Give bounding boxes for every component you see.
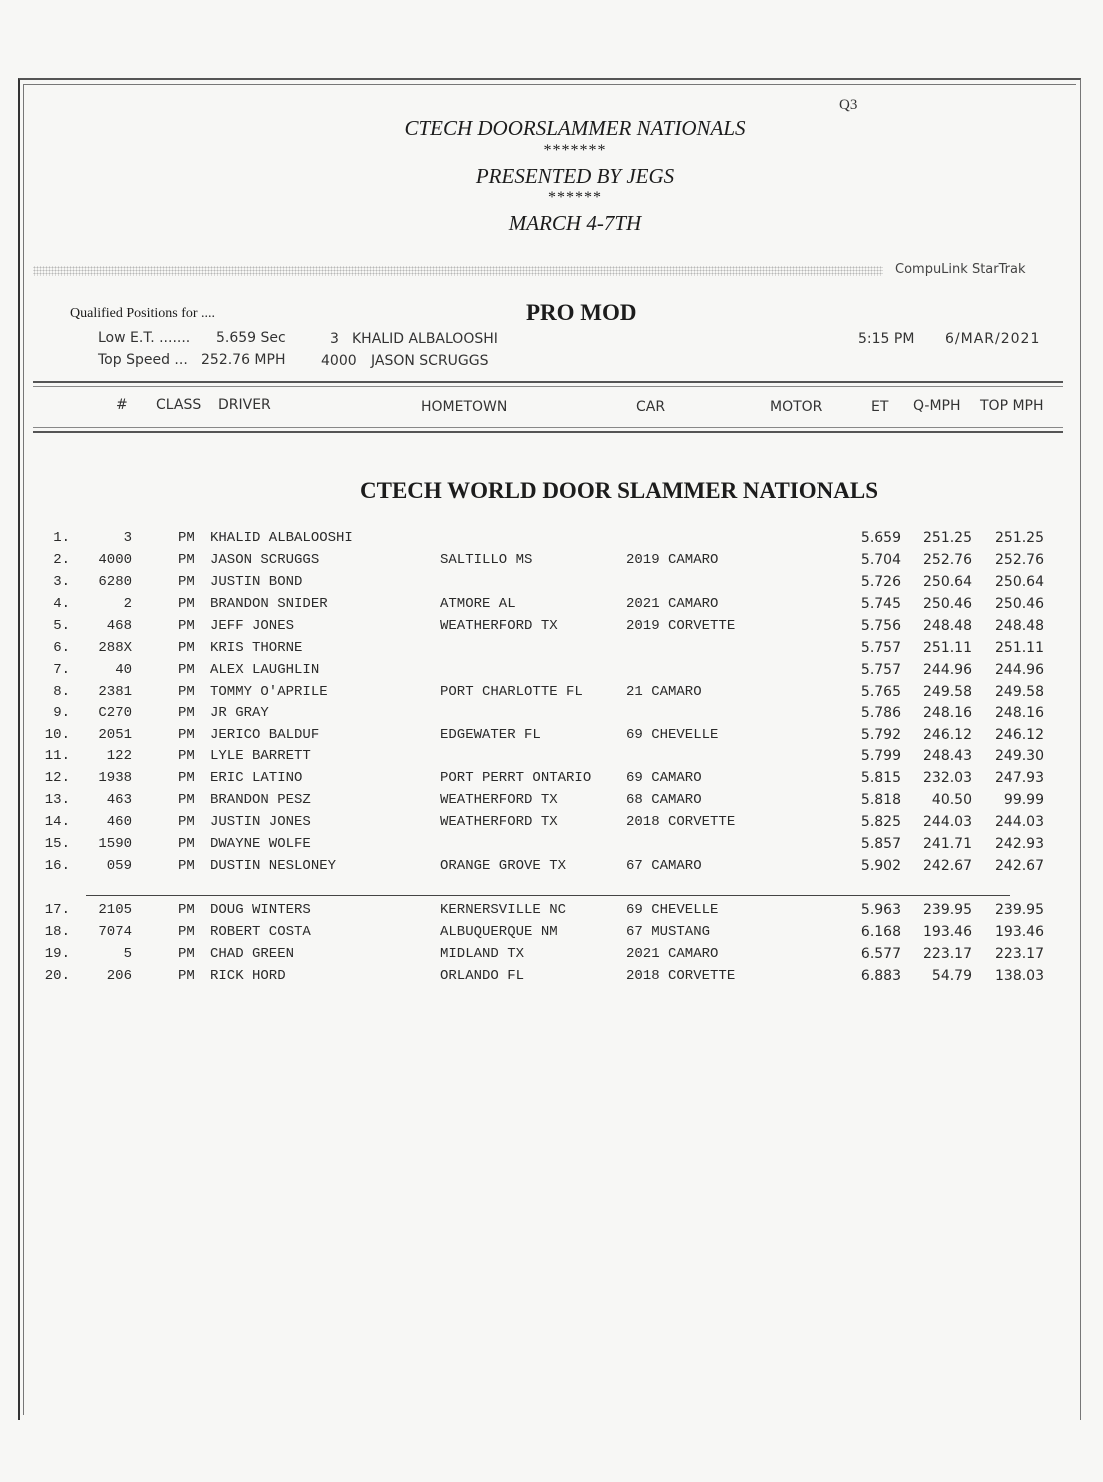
cell-q-mph: 54.79 [931, 968, 972, 984]
cell-driver: BRANDON PESZ [210, 792, 311, 808]
cell-driver: BRANDON SNIDER [210, 596, 328, 612]
cell-car-number: 4000 [98, 552, 132, 568]
cell-class: PM [178, 640, 195, 656]
table-row [0, 836, 1103, 858]
cell-car: 2019 CAMARO [626, 552, 719, 568]
cell-et: 5.792 [860, 727, 901, 743]
cell-q-mph: 248.43 [923, 748, 972, 764]
cell-q-mph: 251.25 [923, 530, 972, 546]
cell-car: 69 CAMARO [626, 770, 702, 786]
table-row [0, 618, 1103, 640]
cell-driver: KRIS THORNE [210, 640, 303, 656]
cell-et: 5.726 [860, 574, 901, 590]
cell-top-mph: 250.46 [995, 596, 1044, 612]
cell-hometown: ORLANDO FL [440, 968, 525, 984]
cell-driver: RICK HORD [210, 968, 286, 984]
cell-et: 5.815 [860, 770, 901, 786]
low-et-value: 5.659 Sec [216, 330, 286, 346]
cell-position: 15. [44, 836, 70, 852]
cell-top-mph: 193.46 [995, 924, 1044, 940]
cell-car-number: 7074 [98, 924, 132, 940]
cell-et: 5.659 [860, 530, 901, 546]
table-row [0, 684, 1103, 706]
cell-car-number: 2051 [98, 727, 132, 743]
cell-et: 5.825 [860, 814, 901, 830]
header-rule-bottom-thick [33, 431, 1063, 433]
cell-position: 20. [44, 968, 70, 984]
table-row [0, 530, 1103, 552]
cell-class: PM [178, 968, 195, 984]
table-row [0, 902, 1103, 924]
cell-q-mph: 248.16 [923, 705, 972, 721]
cell-top-mph: 252.76 [995, 552, 1044, 568]
cell-hometown: EDGEWATER FL [440, 727, 541, 743]
brand-label: CompuLink StarTrak [895, 262, 1026, 277]
cell-et: 5.857 [860, 836, 901, 852]
cell-car-number: 40 [115, 662, 132, 678]
cell-et: 5.963 [860, 902, 901, 918]
cell-et: 6.168 [860, 924, 901, 940]
cell-q-mph: 246.12 [923, 727, 972, 743]
cell-car-number: 1590 [98, 836, 132, 852]
cell-driver: KHALID ALBALOOSHI [210, 530, 353, 546]
table-row [0, 770, 1103, 792]
cell-class: PM [178, 770, 195, 786]
cell-class: PM [178, 618, 195, 634]
cell-position: 2. [53, 552, 70, 568]
cell-hometown: WEATHERFORD TX [440, 814, 558, 830]
cell-et: 5.765 [860, 684, 901, 700]
cell-position: 19. [44, 946, 70, 962]
table-row [0, 727, 1103, 749]
cell-hometown: KERNERSVILLE NC [440, 902, 567, 918]
table-row [0, 662, 1103, 684]
cell-car-number: 460 [106, 814, 132, 830]
cell-top-mph: 223.17 [995, 946, 1044, 962]
cell-position: 12. [44, 770, 70, 786]
cell-driver: ROBERT COSTA [210, 924, 311, 940]
cell-class: PM [178, 792, 195, 808]
table-row [0, 640, 1103, 662]
cell-top-mph: 249.30 [995, 748, 1044, 764]
cell-class: PM [178, 705, 195, 721]
cell-car: 21 CAMARO [626, 684, 702, 700]
table-row [0, 858, 1103, 880]
table-row [0, 946, 1103, 968]
col-num-header: # [116, 397, 128, 413]
cell-top-mph: 249.58 [995, 684, 1044, 700]
cell-car-number: 2 [123, 596, 132, 612]
cell-class: PM [178, 946, 195, 962]
cell-top-mph: 248.16 [995, 705, 1044, 721]
cell-et: 5.756 [860, 618, 901, 634]
cell-car-number: 122 [106, 748, 132, 764]
cell-q-mph: 241.71 [923, 836, 972, 852]
cell-hometown: MIDLAND TX [440, 946, 525, 962]
cell-q-mph: 249.58 [923, 684, 972, 700]
cell-car-number: 6280 [98, 574, 132, 590]
cell-driver: DWAYNE WOLFE [210, 836, 311, 852]
cell-class: PM [178, 662, 195, 678]
cell-car-number: 288X [98, 640, 132, 656]
cell-class: PM [178, 684, 195, 700]
cell-position: 13. [44, 792, 70, 808]
cell-car-number: 2105 [98, 902, 132, 918]
low-et-car: 3 [330, 331, 339, 347]
cell-q-mph: 244.03 [923, 814, 972, 830]
cell-car-number: 463 [106, 792, 132, 808]
cell-class: PM [178, 748, 195, 764]
cell-car: 2021 CAMARO [626, 946, 719, 962]
cell-class: PM [178, 552, 195, 568]
col-motor-header: MOTOR [770, 399, 823, 415]
section-title: CTECH WORLD DOOR SLAMMER NATIONALS [360, 478, 878, 503]
cell-et: 5.902 [860, 858, 901, 874]
cell-driver: JUSTIN JONES [210, 814, 311, 830]
cell-car: 67 MUSTANG [626, 924, 711, 940]
report-date: 6/MAR/2021 [945, 331, 1041, 347]
top-speed-value: 252.76 MPH [201, 352, 286, 368]
qualifier-label: Q3 [839, 97, 858, 113]
cell-q-mph: 242.67 [923, 858, 972, 874]
cell-car: 2018 CORVETTE [626, 968, 736, 984]
cell-q-mph: 223.17 [923, 946, 972, 962]
cell-car: 2021 CAMARO [626, 596, 719, 612]
cell-top-mph: 251.11 [995, 640, 1044, 656]
col-class-header: CLASS [156, 397, 202, 413]
col-hometown-header: HOMETOWN [421, 399, 508, 415]
cell-q-mph: 244.96 [923, 662, 972, 678]
cell-hometown: SALTILLO MS [440, 552, 533, 568]
cell-class: PM [178, 902, 195, 918]
cell-driver: DUSTIN NESLONEY [210, 858, 337, 874]
cell-class: PM [178, 727, 195, 743]
table-row [0, 924, 1103, 946]
cell-et: 5.786 [860, 705, 901, 721]
cell-car-number: 1938 [98, 770, 132, 786]
table-row [0, 596, 1103, 618]
cell-hometown: WEATHERFORD TX [440, 792, 558, 808]
cell-driver: JASON SCRUGGS [210, 552, 320, 568]
cell-hometown: PORT CHARLOTTE FL [440, 684, 583, 700]
cell-position: 5. [53, 618, 70, 634]
cell-top-mph: 244.96 [995, 662, 1044, 678]
cell-car: 2019 CORVETTE [626, 618, 736, 634]
cell-driver: DOUG WINTERS [210, 902, 311, 918]
top-speed-car: 4000 [321, 353, 357, 369]
header-rule-top-thin [33, 386, 1063, 387]
cell-car-number: 468 [106, 618, 132, 634]
cell-q-mph: 251.11 [923, 640, 972, 656]
qualified-label: Qualified Positions for .... [70, 306, 216, 321]
cell-hometown: PORT PERRT ONTARIO [440, 770, 592, 786]
cell-hometown: ALBUQUERQUE NM [440, 924, 558, 940]
header-rule-bottom [33, 427, 1063, 428]
cell-position: 6. [53, 640, 70, 656]
cell-q-mph: 252.76 [923, 552, 972, 568]
cell-et: 5.818 [860, 792, 901, 808]
top-speed-label: Top Speed ... [98, 352, 188, 368]
cell-car-number: 206 [106, 968, 132, 984]
col-top-header: TOP MPH [980, 398, 1044, 414]
cell-car: 2018 CORVETTE [626, 814, 736, 830]
cell-top-mph: 242.67 [995, 858, 1044, 874]
cell-driver: JR GRAY [210, 705, 269, 721]
cell-driver: TOMMY O'APRILE [210, 684, 328, 700]
cell-top-mph: 99.99 [1003, 792, 1044, 808]
cell-top-mph: 250.64 [995, 574, 1044, 590]
cell-et: 5.757 [860, 640, 901, 656]
cell-q-mph: 248.48 [923, 618, 972, 634]
cell-top-mph: 242.93 [995, 836, 1044, 852]
cell-position: 3. [53, 574, 70, 590]
cell-position: 7. [53, 662, 70, 678]
cell-et: 6.883 [860, 968, 901, 984]
cell-position: 16. [44, 858, 70, 874]
cell-hometown: WEATHERFORD TX [440, 618, 558, 634]
cell-hometown: ATMORE AL [440, 596, 516, 612]
cell-q-mph: 40.50 [931, 792, 972, 808]
table-row [0, 968, 1103, 990]
cell-driver: ERIC LATINO [210, 770, 303, 786]
cell-driver: ALEX LAUGHLIN [210, 662, 320, 678]
cell-position: 10. [44, 727, 70, 743]
cell-class: PM [178, 530, 195, 546]
cutoff-line [86, 895, 1010, 896]
cell-position: 17. [44, 902, 70, 918]
cell-q-mph: 250.64 [923, 574, 972, 590]
cell-top-mph: 138.03 [995, 968, 1044, 984]
low-et-driver: KHALID ALBALOOSHI [352, 331, 498, 347]
cell-et: 5.757 [860, 662, 901, 678]
stars-divider-1: ******* [543, 142, 607, 159]
top-speed-driver: JASON SCRUGGS [371, 353, 489, 369]
cell-q-mph: 250.46 [923, 596, 972, 612]
table-row [0, 552, 1103, 574]
cell-car-number: C270 [98, 705, 132, 721]
cell-driver: JEFF JONES [210, 618, 295, 634]
table-row [0, 705, 1103, 727]
event-title: CTECH DOORSLAMMER NATIONALS [404, 116, 746, 140]
cell-q-mph: 239.95 [923, 902, 972, 918]
cell-position: 18. [44, 924, 70, 940]
cell-driver: CHAD GREEN [210, 946, 295, 962]
cell-et: 5.799 [860, 748, 901, 764]
cell-driver: LYLE BARRETT [210, 748, 311, 764]
cell-car-number: 3 [123, 530, 132, 546]
cell-et: 5.745 [860, 596, 901, 612]
cell-class: PM [178, 574, 195, 590]
cell-position: 8. [53, 684, 70, 700]
cell-position: 9. [53, 705, 70, 721]
table-row [0, 792, 1103, 814]
cell-et: 6.577 [860, 946, 901, 962]
cell-driver: JUSTIN BOND [210, 574, 303, 590]
event-dates: MARCH 4-7TH [508, 211, 642, 235]
cell-driver: JERICO BALDUF [210, 727, 320, 743]
cell-position: 14. [44, 814, 70, 830]
cell-car: 69 CHEVELLE [626, 727, 719, 743]
cell-class: PM [178, 858, 195, 874]
col-driver-header: DRIVER [218, 397, 271, 413]
cell-class: PM [178, 814, 195, 830]
cell-car: 68 CAMARO [626, 792, 702, 808]
cell-q-mph: 193.46 [923, 924, 972, 940]
header-rule-top [33, 381, 1063, 383]
low-et-label: Low E.T. ....... [98, 330, 191, 346]
dotted-separator [33, 266, 883, 276]
table-row [0, 748, 1103, 770]
report-time: 5:15 PM [858, 331, 915, 347]
cell-top-mph: 239.95 [995, 902, 1044, 918]
cell-q-mph: 232.03 [923, 770, 972, 786]
cell-top-mph: 246.12 [995, 727, 1044, 743]
cell-car-number: 059 [106, 858, 132, 874]
cell-position: 1. [53, 530, 70, 546]
cell-class: PM [178, 836, 195, 852]
presented-by: PRESENTED BY JEGS [475, 164, 675, 188]
col-car-header: CAR [636, 399, 666, 415]
stars-divider-2: ****** [548, 189, 602, 206]
cell-class: PM [178, 924, 195, 940]
cell-class: PM [178, 596, 195, 612]
cell-top-mph: 248.48 [995, 618, 1044, 634]
cell-car: 69 CHEVELLE [626, 902, 719, 918]
table-row [0, 574, 1103, 596]
cell-top-mph: 244.03 [995, 814, 1044, 830]
cell-position: 11. [44, 748, 70, 764]
col-qmph-header: Q-MPH [913, 398, 961, 414]
cell-car: 67 CAMARO [626, 858, 702, 874]
col-et-header: ET [871, 399, 889, 415]
cell-top-mph: 247.93 [995, 770, 1044, 786]
table-row [0, 814, 1103, 836]
cell-car-number: 2381 [98, 684, 132, 700]
cell-et: 5.704 [860, 552, 901, 568]
cell-position: 4. [53, 596, 70, 612]
cell-top-mph: 251.25 [995, 530, 1044, 546]
cell-car-number: 5 [123, 946, 132, 962]
cell-hometown: ORANGE GROVE TX [440, 858, 567, 874]
class-title: PRO MOD [526, 300, 637, 325]
